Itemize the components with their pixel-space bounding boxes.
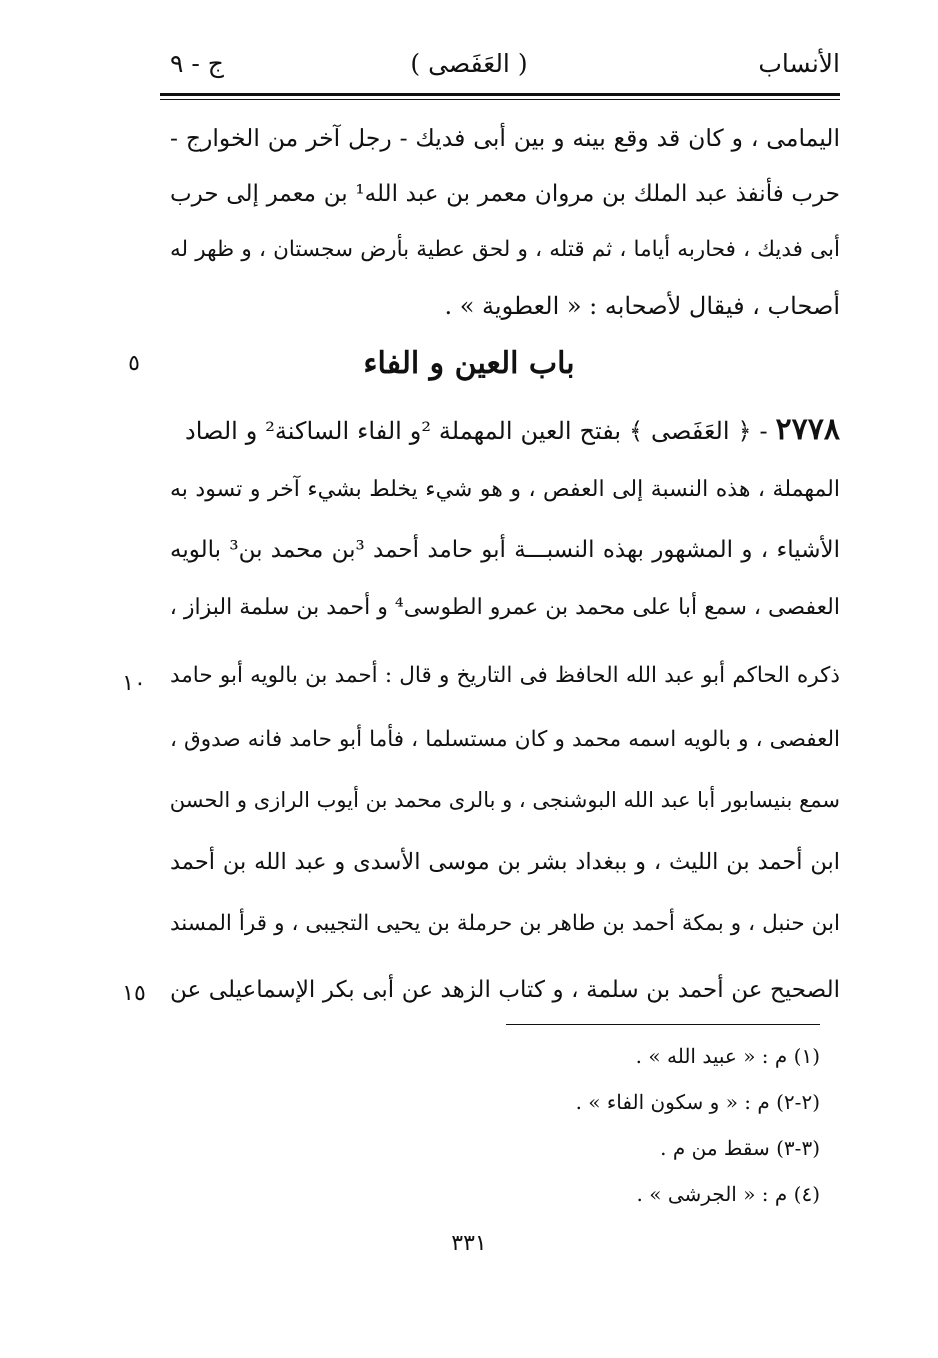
- footnote: (٤) م : « الجرشى » .: [636, 1182, 820, 1206]
- section-heading: باب العين و الفاء: [363, 346, 575, 381]
- header-rule-thin: [160, 99, 840, 100]
- footnote: (١) م : « عبيد الله » .: [635, 1044, 820, 1068]
- text-line: الأشياء ، و المشهور بهذه النسبـــة أبو حامد أحمد ³بن محمد بن³ بالويه: [170, 537, 840, 563]
- page-number: ٣٣١: [451, 1231, 487, 1256]
- header-rule-thick: [160, 93, 840, 96]
- text-line: أبى فديك ، فحاربه أياما ، ثم قتله ، و لحق عطية بأرض سجستان ، و ظهر له: [170, 237, 840, 262]
- entry-first-line: [185, 402, 840, 459]
- margin-line-number: ١٠: [122, 671, 146, 696]
- text-line: ذكره الحاكم أبو عبد الله الحافظ فى التاريخ و قال : أحمد بن بالويه أبو حامد: [170, 663, 840, 688]
- text-line: سمع بنيسابور أبا عبد الله البوشنجى ، و بالرى محمد بن أيوب الرازى و الحسن: [169, 788, 840, 812]
- text-line: أصحاب ، فيقال لأصحابه : « العطوية » .: [444, 292, 840, 320]
- margin-line-number: ٥: [128, 351, 140, 376]
- text-line: العفصى ، و بالويه اسمه محمد و كان مستسلما ، فأما أبو حامد فانه صدوق ،: [170, 727, 840, 752]
- margin-line-number: ١٥: [122, 981, 146, 1006]
- footnote-rule: [506, 1024, 820, 1025]
- text-line: الصحيح عن أحمد بن سلمة ، و كتاب الزهد عن أبى بكر الإسماعيلى عن: [170, 977, 840, 1003]
- text-line: ابن حنبل ، و بمكة أحمد بن طاهر بن حرملة بن يحيى التجيبى ، و قرأ المسند: [170, 911, 840, 936]
- text-line: اليمامى ، و كان قد وقع بينه و بين أبى فديك - رجل آخر من الخوارج -: [170, 124, 840, 152]
- running-header-entry-title: ( العَفَصى ): [410, 49, 528, 78]
- footnote: (٣-٣) سقط من م .: [660, 1136, 820, 1160]
- text-line: حرب فأنفذ عبد الملك بن مروان معمر بن عبد الله¹ بن معمر إلى حرب: [170, 181, 840, 207]
- entry-number: ٢٧٧٨: [775, 412, 840, 447]
- running-header-book-title: الأنساب: [758, 49, 840, 78]
- entry-title-text: - ﴿ العَفَصى ﴾ بفتح العين المهملة ²و الفاء الساكنة² و الصاد: [185, 417, 768, 445]
- text-line: ابن أحمد بن الليث ، و ببغداد بشر بن موسى الأسدى و عبد الله بن أحمد: [170, 849, 840, 875]
- text-line: المهملة ، هذه النسبة إلى العفص ، و هو شيء يخلط بشيء آخر و تسود به: [170, 477, 840, 502]
- footnote: (٢-٢) م : « و سكون الفاء » .: [575, 1090, 820, 1114]
- text-line: العفصى ، سمع أبا على محمد بن عمرو الطوسى⁴ و أحمد بن سلمة البزاز ،: [169, 595, 840, 620]
- running-header-volume: ج - ٩: [170, 49, 224, 78]
